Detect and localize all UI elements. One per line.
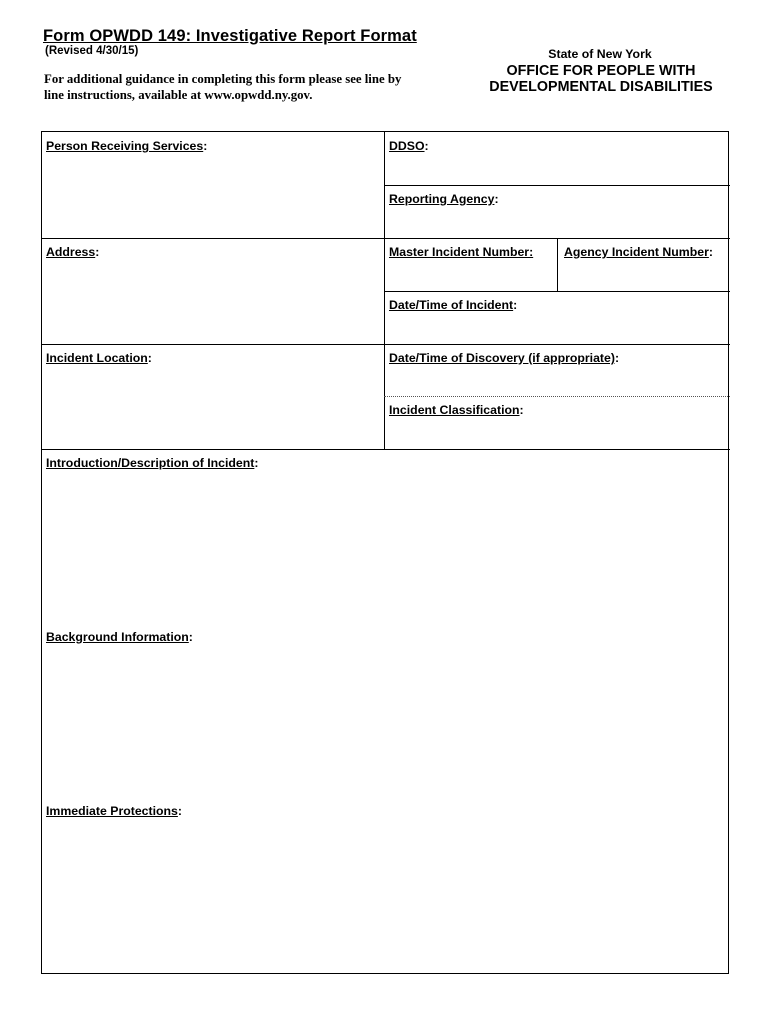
incident-location-label-text: Incident Location (46, 351, 148, 365)
master-incident-number-field[interactable] (384, 238, 557, 291)
agency-incident-number-label (564, 245, 713, 259)
datetime-of-incident-label-text: Date/Time of Incident (389, 298, 514, 312)
person-receiving-services-label-text: Person Receiving Services (46, 139, 204, 153)
label-colon: : (513, 298, 518, 312)
introduction-description-label-text: Introduction/Description of Incident (46, 456, 255, 470)
label-colon: : (254, 456, 259, 470)
datetime-of-incident-field[interactable] (384, 291, 730, 344)
label-colon: : (708, 245, 713, 259)
label-colon: : (177, 804, 182, 818)
master-incident-number-label (389, 245, 533, 259)
person-receiving-services-field[interactable] (42, 132, 384, 238)
agency-incident-number-field[interactable] (557, 238, 730, 291)
label-colon: : (424, 139, 429, 153)
immediate-protections-label (46, 804, 182, 818)
introduction-description-label (46, 456, 258, 470)
incident-classification-label (389, 403, 524, 417)
label-colon: : (188, 630, 193, 644)
datetime-of-discovery-field[interactable] (384, 344, 730, 396)
datetime-of-discovery-label-text: Date/Time of Discovery (if appropriate) (389, 351, 615, 365)
background-information-label (46, 630, 193, 644)
ddso-label (389, 139, 429, 153)
reporting-agency-field[interactable] (384, 185, 730, 238)
label-colon: : (147, 351, 152, 365)
reporting-agency-label (389, 192, 499, 206)
agency-incident-number-label-text: Agency Incident Number (564, 245, 709, 259)
label-colon: : (494, 192, 499, 206)
address-label (46, 245, 99, 259)
immediate-protections-field[interactable] (42, 798, 730, 973)
background-information-field[interactable] (42, 624, 730, 798)
guidance-text: For additional guidance in completing this form please see line by line instructions, available at www.opwdd.ny.gov. (44, 72, 402, 102)
incident-location-field[interactable] (42, 344, 384, 449)
background-information-label-text: Background Information (46, 630, 189, 644)
state-name: State of New York (548, 47, 652, 61)
agency-name (470, 63, 732, 95)
master-incident-number-label-text: Master Incident Number: (389, 245, 534, 259)
reporting-agency-label-text: Reporting Agency (389, 192, 495, 206)
person-receiving-services-label (46, 139, 207, 153)
agency-name-line-1: OFFICE FOR PEOPLE WITH (506, 63, 696, 79)
label-colon: : (95, 245, 100, 259)
incident-location-label (46, 351, 152, 365)
form-title: Form OPWDD 149: Investigative Report Format (43, 27, 417, 45)
immediate-protections-label-text: Immediate Protections (46, 804, 178, 818)
revision-date: (Revised 4/30/15) (45, 45, 139, 57)
datetime-of-incident-label (389, 298, 517, 312)
incident-classification-label-text: Incident Classification (389, 403, 520, 417)
address-field[interactable] (42, 238, 384, 344)
label-colon: : (519, 403, 524, 417)
introduction-description-field[interactable] (42, 449, 730, 624)
incident-classification-field[interactable] (384, 396, 730, 449)
address-label-text: Address (46, 245, 96, 259)
report-form-grid (41, 131, 729, 974)
label-colon: : (203, 139, 208, 153)
ddso-field[interactable] (384, 132, 730, 185)
ddso-label-text: DDSO (389, 139, 425, 153)
datetime-of-discovery-label (389, 351, 619, 365)
agency-name-line-2: DEVELOPMENTAL DISABILITIES (489, 79, 713, 95)
label-colon: : (614, 351, 620, 365)
